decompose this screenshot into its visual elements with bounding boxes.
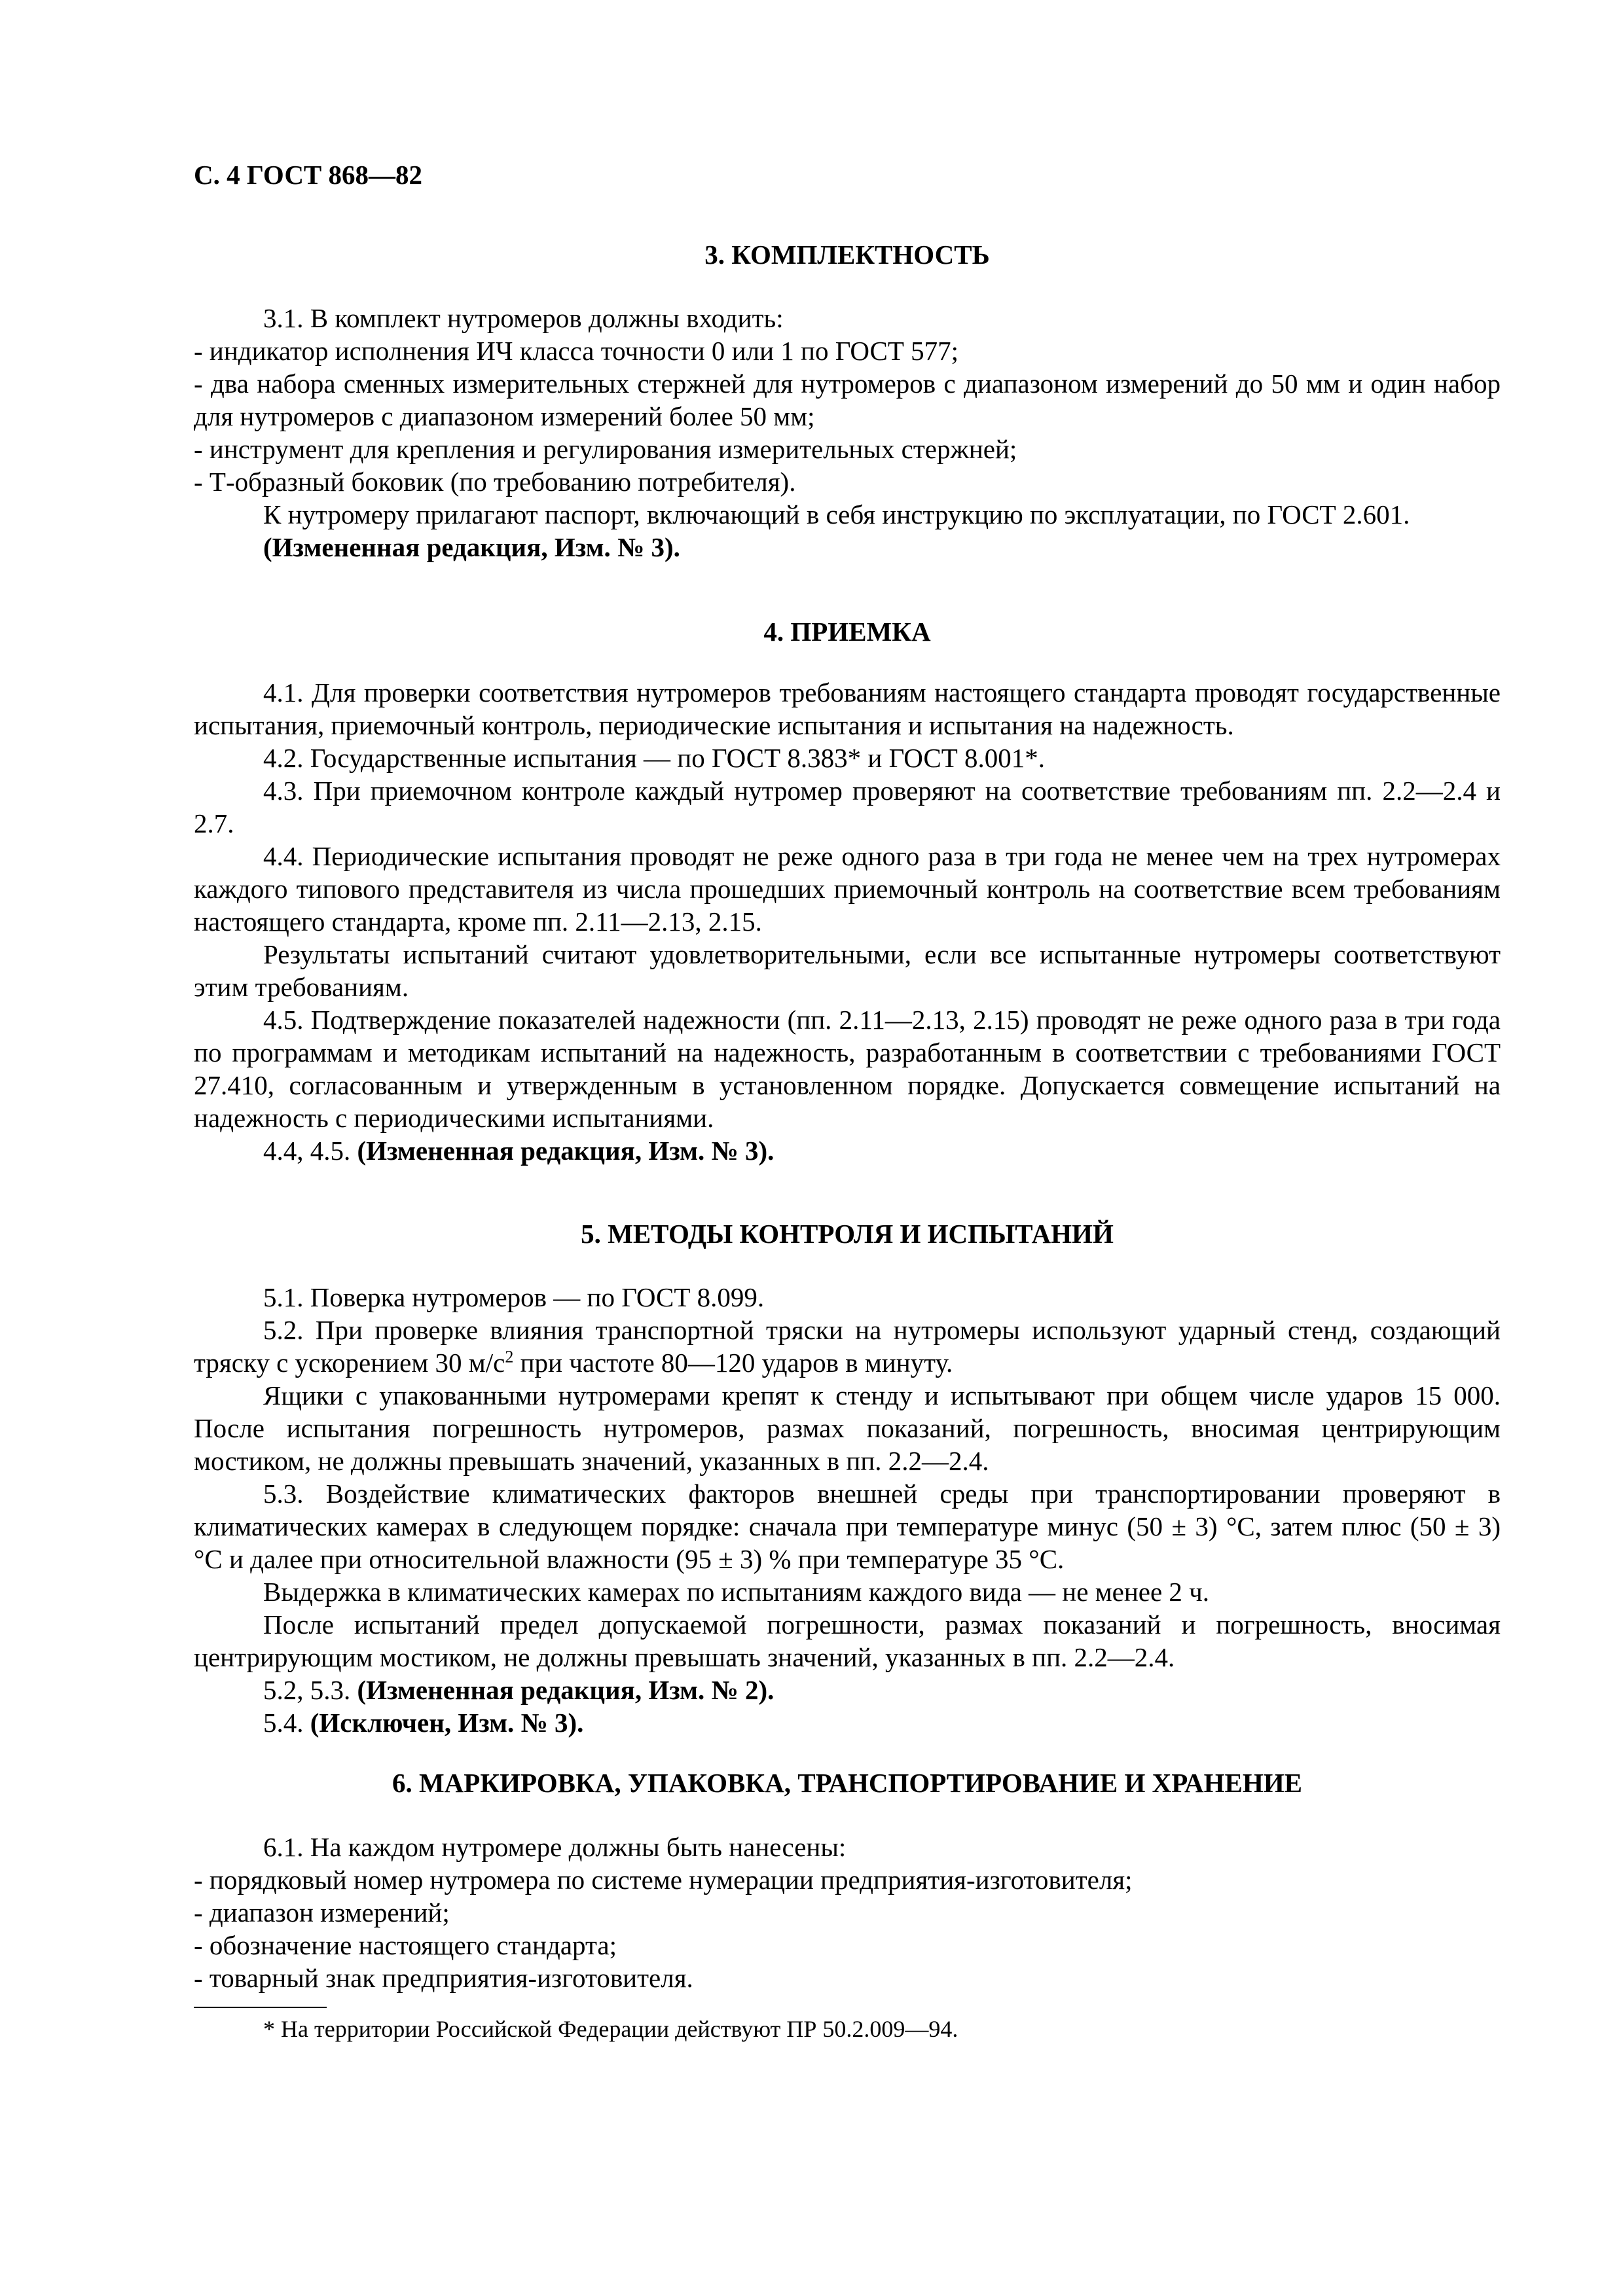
- amendment-prefix: 4.4, 4.5.: [263, 1136, 351, 1166]
- list-item: - два набора сменных измерительных стержней для нутромеров с диапазоном измерений до 50 мм и один набор для нутромеров с диапазоном измерений более 50 мм;: [194, 368, 1501, 431]
- excluded-note-text: (Исключен, Изм. № 3).: [310, 1708, 584, 1738]
- section-5-heading: 5. МЕТОДЫ КОНТРОЛЯ И ИСПЫТАНИЙ: [581, 1219, 1114, 1249]
- paragraph-4-1: 4.1. Для проверки соответствия нутромеров требованиям настоящего стандарта проводят государственные испытания, приемочный контроль, периодические испытания и испытания на надежность.: [194, 677, 1501, 740]
- paragraph-3-1: 3.1. В комплект нутромеров должны входить:: [263, 303, 784, 333]
- list-item: - порядковый номер нутромера по системе нумерации предприятия-изготовителя;: [194, 1865, 1133, 1895]
- footnote-divider: [194, 2007, 327, 2008]
- amendment-prefix: 5.2, 5.3.: [263, 1675, 351, 1705]
- section-5-body: [194, 1281, 1501, 1739]
- section-4-body: [194, 676, 1501, 1167]
- paragraph-4-3: 4.3. При приемочном контроле каждый нутромер проверяют на соответствие требованиям пп. 2.2—2.4 и 2.7.: [194, 776, 1501, 838]
- section-6-heading: 6. МАРКИРОВКА, УПАКОВКА, ТРАНСПОРТИРОВАНИЕ И ХРАНЕНИЕ: [392, 1768, 1303, 1798]
- list-item: - индикатор исполнения ИЧ класса точности 0 или 1 по ГОСТ 577;: [194, 336, 959, 366]
- paragraph-5-1: 5.1. Поверка нутромеров — по ГОСТ 8.099.: [263, 1282, 765, 1312]
- paragraph-results: Результаты испытаний считают удовлетворительными, если все испытанные нутромеры соответствуют этим требованиям.: [194, 939, 1501, 1002]
- footnote: * На территории Российской Федерации действуют ПР 50.2.009—94.: [263, 2016, 958, 2042]
- list-item: - Т-образный боковик (по требованию потребителя).: [194, 467, 796, 497]
- amendment-note: [194, 1134, 1501, 1167]
- superscript: 2: [505, 1347, 514, 1367]
- paragraph-4-4: 4.4. Периодические испытания проводят не реже одного раза в три года не менее чем на трех нутромерах каждого типового представителя из числа прошедших приемочный контроль на соответствие всем требованиям настоящего стандарта, кроме пп. 2.11—2.13, 2.15.: [194, 841, 1501, 937]
- section-4-heading: 4. ПРИЕМКА: [763, 617, 931, 647]
- amendment-note-text: (Измененная редакция, Изм. № 2).: [357, 1675, 775, 1705]
- paragraph-5-2-text: 5.2. При проверке влияния транспортной тряски на нутромеры используют ударный стенд, создающий тряску с ускорением 30 м/с: [194, 1315, 1501, 1378]
- list-item: - инструмент для крепления и регулирования измерительных стержней;: [194, 434, 1017, 464]
- paragraph-boxes: Ящики с упакованными нутромерами крепят к стенду и испытывают при общем числе ударов 15 000. После испытания погрешность нутромеров, размах показаний, погрешность, вносимая центрирующим мостиком, не должны превышать значений, указанных в пп. 2.2—2.4.: [194, 1380, 1501, 1476]
- section-6-body: [194, 1831, 1501, 1994]
- section-3-heading: 3. КОМПЛЕКТНОСТЬ: [704, 240, 990, 270]
- paragraph-5-2: [194, 1314, 1501, 1379]
- paragraph-exposure: Выдержка в климатических камерах по испытаниям каждого вида — не менее 2 ч.: [263, 1577, 1210, 1607]
- page-header: С. 4 ГОСТ 868—82: [194, 160, 423, 190]
- paragraph-6-1: 6.1. На каждом нутромере должны быть нанесены:: [263, 1832, 847, 1862]
- paragraph-passport: К нутромеру прилагают паспорт, включающий в себя инструкцию по эксплуатации, по ГОСТ 2.601.: [263, 499, 1410, 529]
- paragraph-after-tests: После испытаний предел допускаемой погрешности, размах показаний и погрешность, вносимая центрирующим мостиком, не должны превышать значений, указанных в пп. 2.2—2.4.: [194, 1609, 1501, 1672]
- amendment-note: [194, 1674, 1501, 1706]
- paragraph-4-5: 4.5. Подтверждение показателей надежности (пп. 2.11—2.13, 2.15) проводят не реже одного раза в три года по программам и методикам испытаний на надежность, разработанным в соответствии с требованиями ГОСТ 27.410, согласованным и утвержденным в установленном порядке. Допускается совмещение испытаний на надежность с периодическими испытаниями.: [194, 1005, 1501, 1133]
- paragraph-5-3: 5.3. Воздействие климатических факторов внешней среды при транспортировании проверяют в климатических камерах в следующем порядке: сначала при температуре минус (50 ± 3) °С, затем плюс (50 ± 3) °С и далее при относительной влажности (95 ± 3) % при температуре 35 °С.: [194, 1479, 1501, 1574]
- paragraph-5-2-tail: при частоте 80—120 ударов в минуту.: [513, 1348, 953, 1378]
- amendment-note-text: (Измененная редакция, Изм. № 3).: [357, 1136, 775, 1166]
- excluded-note: [194, 1706, 1501, 1739]
- section-3-body: [194, 302, 1501, 564]
- list-item: - диапазон измерений;: [194, 1897, 450, 1928]
- paragraph-4-2: 4.2. Государственные испытания — по ГОСТ 8.383* и ГОСТ 8.001*.: [263, 743, 1046, 773]
- list-item: - товарный знак предприятия-изготовителя.: [194, 1963, 693, 1993]
- amendment-note-text: (Измененная редакция, Изм. № 3).: [263, 532, 680, 562]
- excluded-prefix: 5.4.: [263, 1708, 304, 1738]
- list-item: - обозначение настоящего стандарта;: [194, 1930, 617, 1960]
- amendment-note: [194, 531, 1501, 564]
